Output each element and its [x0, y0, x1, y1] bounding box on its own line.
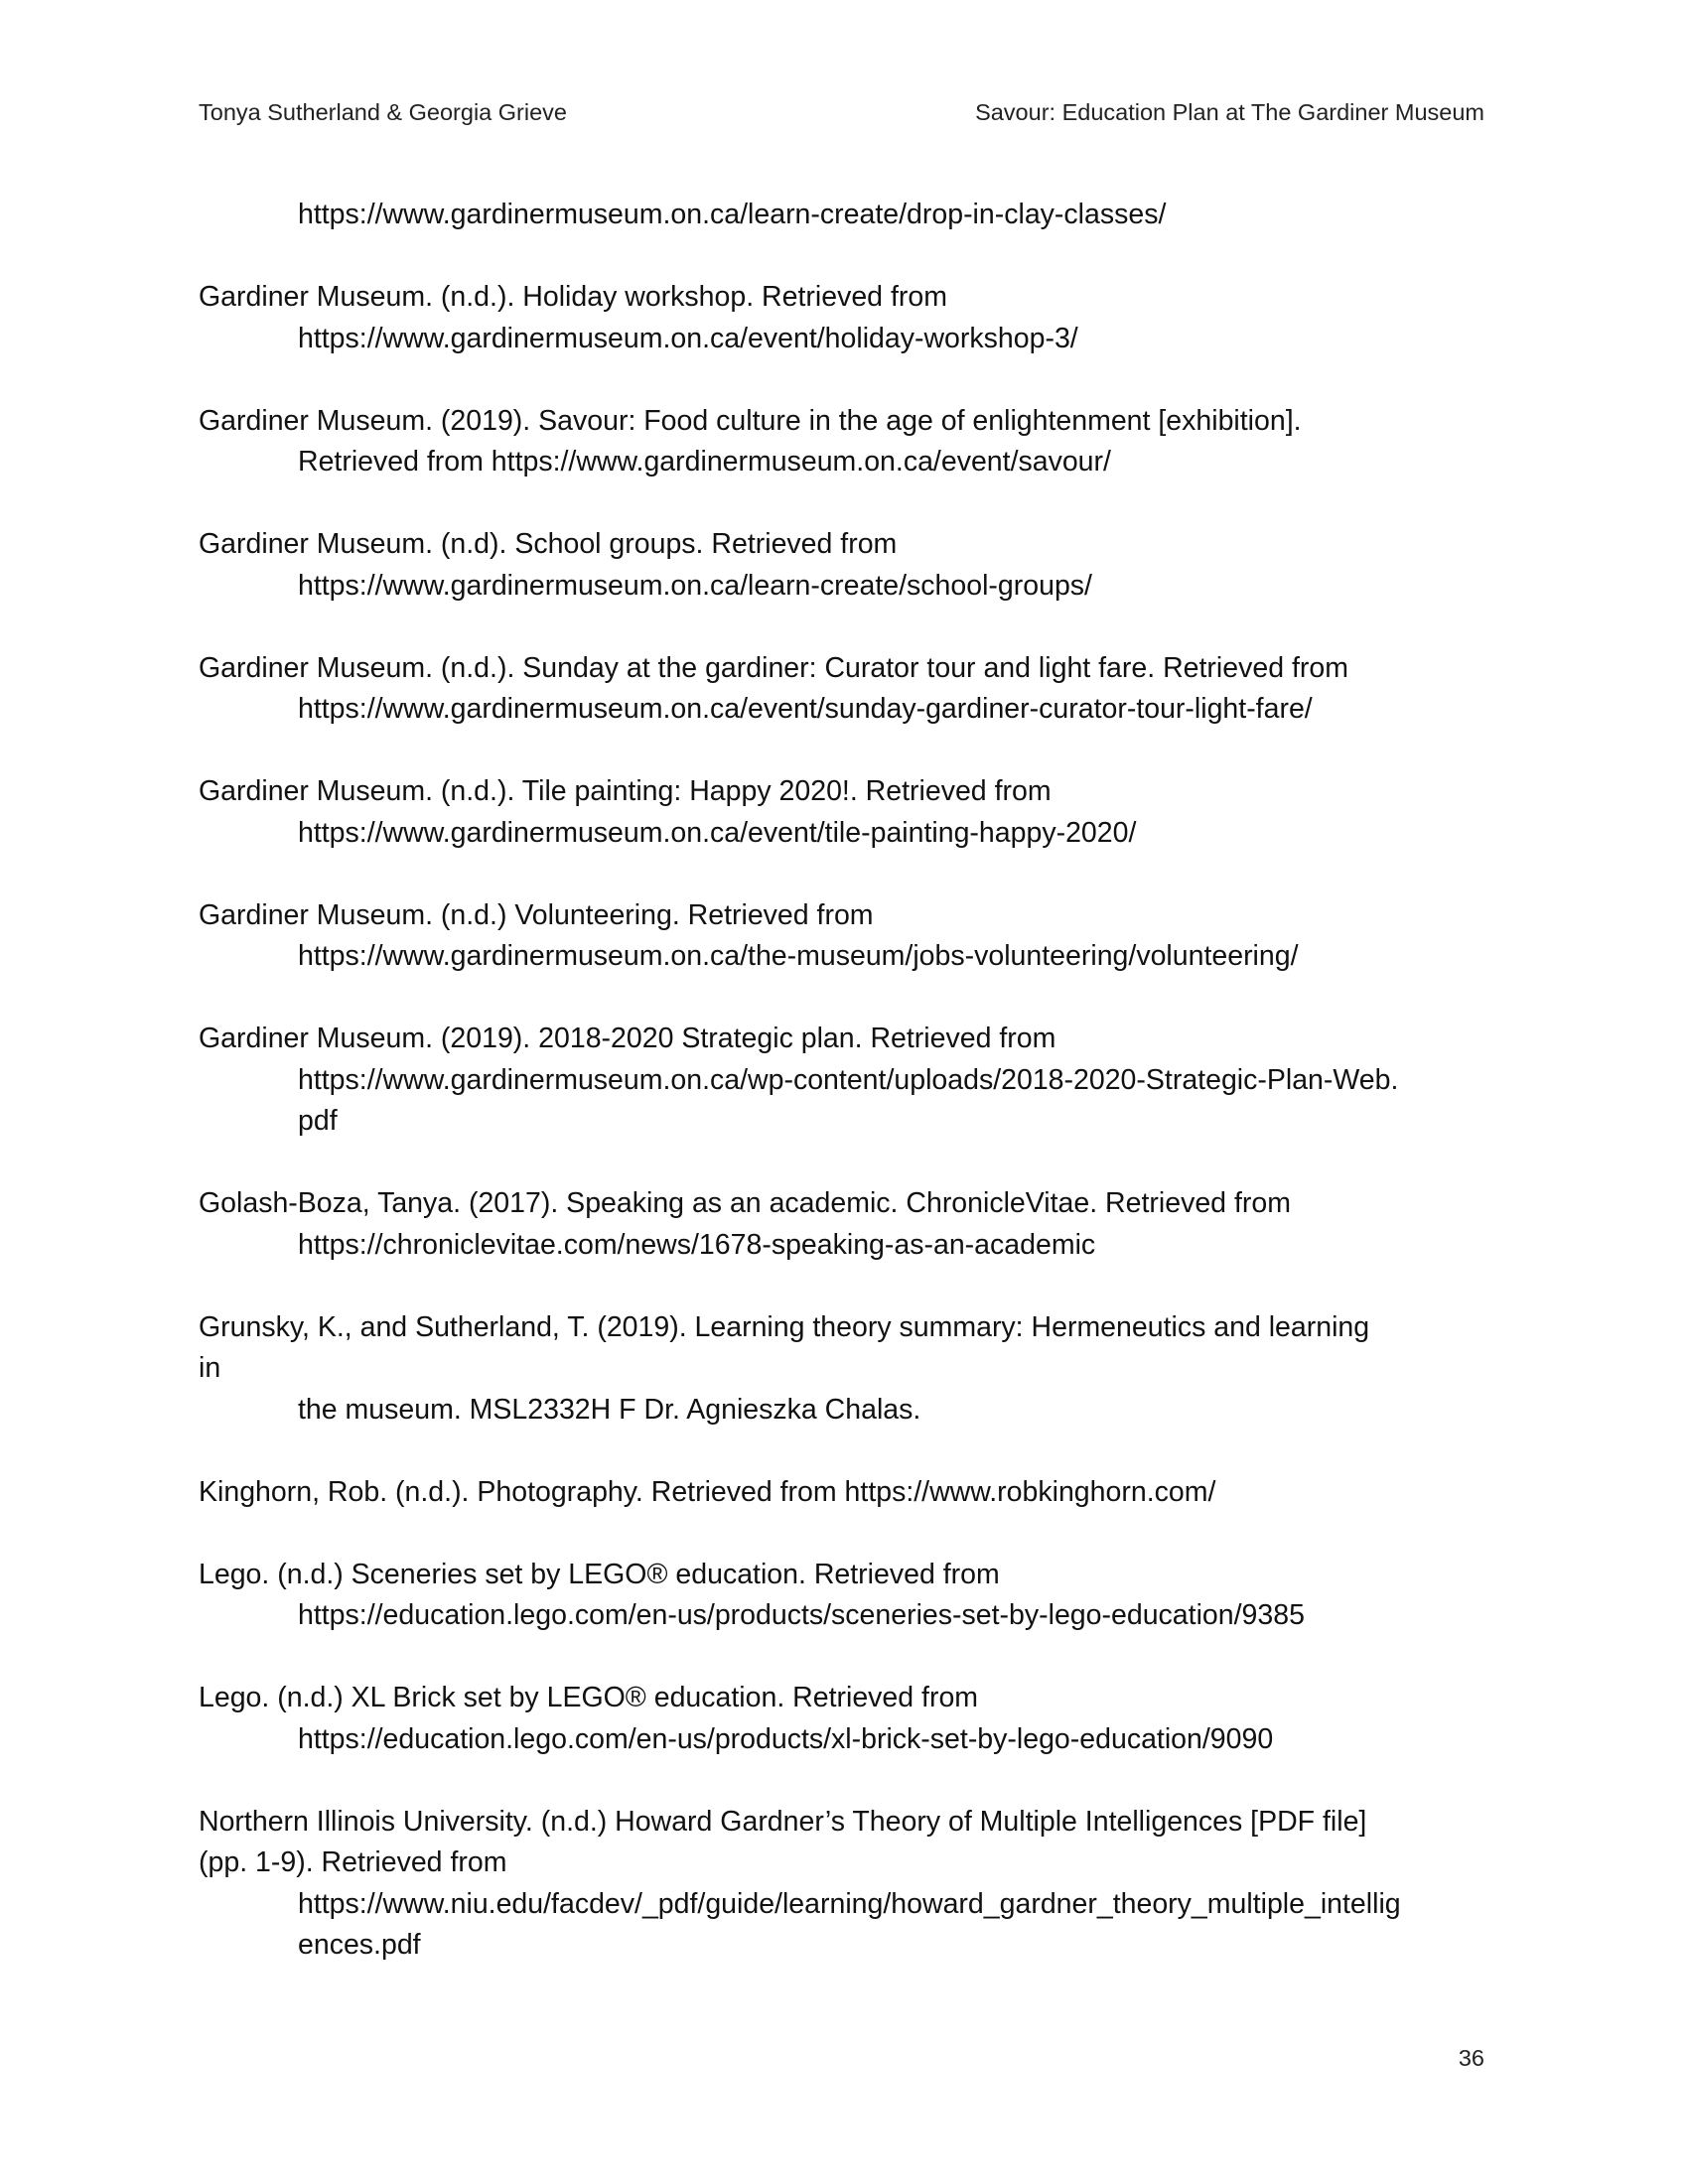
reference-line: https://www.gardinermuseum.on.ca/event/tile-painting-happy-2020/ [298, 816, 1137, 849]
reference-line: (pp. 1-9). Retrieved from [199, 1846, 507, 1878]
reference-entry [199, 895, 1509, 978]
reference-line: the museum. MSL2332H F Dr. Agnieszka Chalas. [298, 1393, 921, 1426]
reference-line: https://education.lego.com/en-us/products/xl-brick-set-by-lego-education/9090 [298, 1722, 1274, 1755]
reference-line: Grunsky, K., and Sutherland, T. (2019). Learning theory summary: Hermeneutics and learning [199, 1310, 1370, 1343]
reference-line: ences.pdf [298, 1929, 421, 1961]
reference-line: https://www.niu.edu/facdev/_pdf/guide/learning/howard_gardner_theory_multiple_intellig [298, 1887, 1401, 1920]
reference-line: Kinghorn, Rob. (n.d.). Photography. Retrieved from https://www.robkinghorn.com/ [199, 1475, 1216, 1508]
reference-entry [199, 277, 1509, 359]
reference-entry [199, 1802, 1509, 1967]
reference-line: https://www.gardinermuseum.on.ca/the-museum/jobs-volunteering/volunteering/ [298, 940, 1299, 972]
reference-line: https://www.gardinermuseum.on.ca/learn-create/school-groups/ [298, 569, 1092, 602]
reference-entry [199, 1472, 1509, 1514]
reference-line: Gardiner Museum. (n.d.). Sunday at the gardiner: Curator tour and light fare. Retrieved from [199, 651, 1348, 684]
reference-line: Gardiner Museum. (n.d). School groups. Retrieved from [199, 528, 898, 560]
reference-line: https://www.gardinermuseum.on.ca/event/holiday-workshop-3/ [298, 322, 1078, 354]
reference-entry [199, 401, 1509, 483]
reference-line: https://chroniclevitae.com/news/1678-speaking-as-an-academic [298, 1228, 1096, 1261]
reference-entry [199, 195, 1509, 236]
reference-line: pdf [298, 1105, 338, 1137]
reference-entry [199, 1555, 1509, 1637]
reference-list [199, 195, 1509, 1967]
reference-line: Gardiner Museum. (n.d.). Holiday workshop. Retrieved from [199, 281, 947, 313]
reference-entry [199, 1183, 1509, 1266]
reference-entry [199, 524, 1509, 607]
reference-entry [199, 1678, 1509, 1760]
reference-line: https://www.gardinermuseum.on.ca/event/sunday-gardiner-curator-tour-light-fare/ [298, 693, 1313, 725]
reference-line: Golash-Boza, Tanya. (2017). Speaking as an academic. ChronicleVitae. Retrieved from [199, 1187, 1291, 1219]
reference-line: Lego. (n.d.) Sceneries set by LEGO® education. Retrieved from [199, 1558, 1000, 1590]
reference-line: in [199, 1352, 221, 1384]
reference-line: Gardiner Museum. (2019). 2018-2020 Strategic plan. Retrieved from [199, 1023, 1056, 1054]
reference-line: https://www.gardinermuseum.on.ca/wp-content/uploads/2018-2020-Strategic-Plan-Web. [298, 1063, 1399, 1096]
reference-line: Gardiner Museum. (2019). Savour: Food culture in the age of enlightenment [exhibition]. [199, 404, 1302, 437]
reference-entry [199, 1019, 1509, 1143]
reference-line: Gardiner Museum. (n.d.) Volunteering. Retrieved from [199, 898, 874, 931]
header-authors: Tonya Sutherland & Georgia Grieve [199, 99, 567, 125]
reference-line: Northern Illinois University. (n.d.) Howard Gardner’s Theory of Multiple Intelligences [PDF file] [199, 1805, 1367, 1838]
reference-entry [199, 1307, 1509, 1432]
reference-line: https://education.lego.com/en-us/products/sceneries-set-by-lego-education/9385 [298, 1599, 1305, 1631]
page-header [199, 99, 1484, 133]
reference-line: Lego. (n.d.) XL Brick set by LEGO® education. Retrieved from [199, 1682, 979, 1713]
reference-entry [199, 648, 1509, 731]
reference-line: Gardiner Museum. (n.d.). Tile painting: Happy 2020!. Retrieved from [199, 775, 1052, 807]
header-document-title: Savour: Education Plan at The Gardiner Museum [975, 99, 1484, 125]
reference-line: Retrieved from https://www.gardinermuseum.on.ca/event/savour/ [298, 446, 1111, 478]
reference-line: https://www.gardinermuseum.on.ca/learn-create/drop-in-clay-classes/ [298, 199, 1167, 230]
page-number: 36 [1458, 2045, 1484, 2071]
reference-entry [199, 771, 1509, 854]
